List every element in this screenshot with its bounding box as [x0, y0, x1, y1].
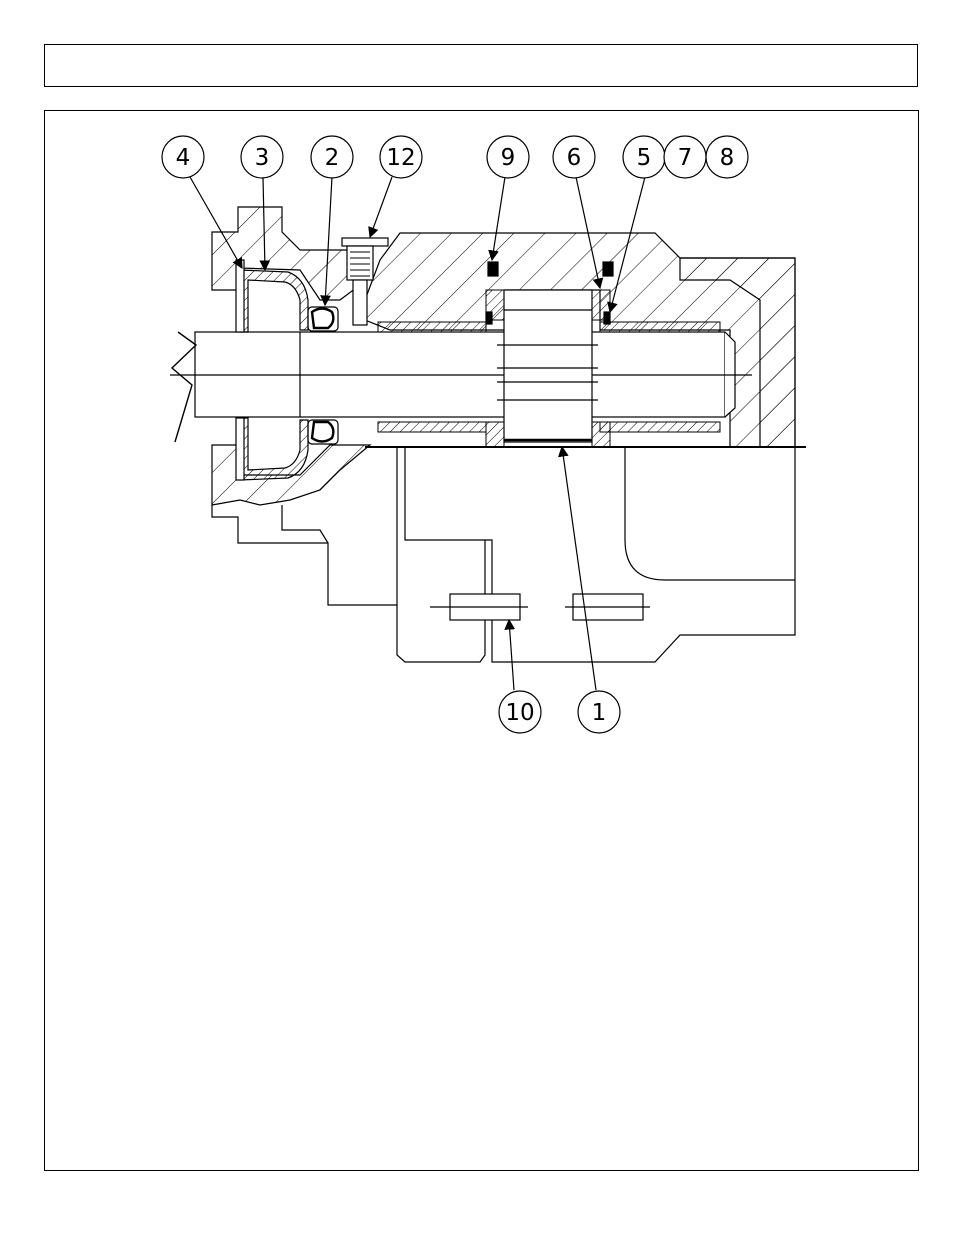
callout-label-6: 6: [566, 145, 582, 171]
callout-label-10: 10: [505, 700, 535, 726]
callout-label-2: 2: [324, 145, 340, 171]
callout-label-9: 9: [500, 145, 516, 171]
callout-label-7: 7: [677, 145, 693, 171]
callout-label-4: 4: [175, 145, 191, 171]
callout-label-8: 8: [719, 145, 735, 171]
callout-label-3: 3: [254, 145, 270, 171]
callout-label-5: 5: [636, 145, 652, 171]
callout-label-12: 12: [386, 145, 416, 171]
callout-label-1: 1: [591, 700, 607, 726]
gear: [497, 290, 598, 442]
dowels: [430, 594, 650, 620]
